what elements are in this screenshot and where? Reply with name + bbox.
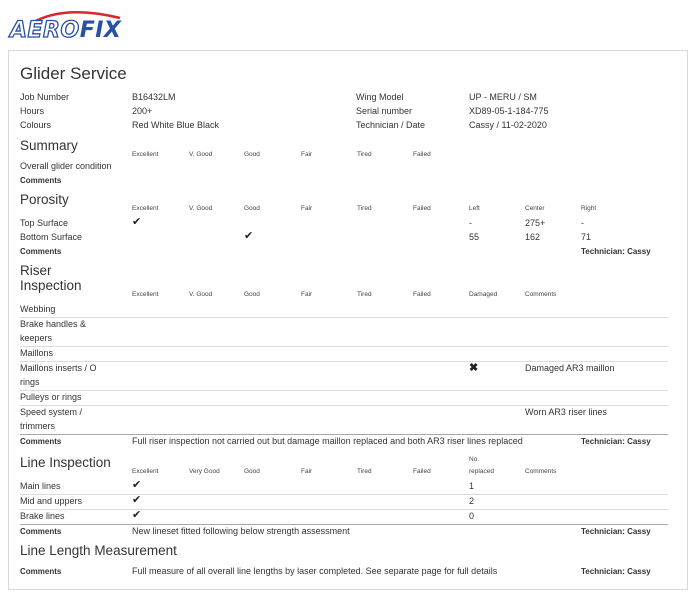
- riser-row-label: Pulleys or rings: [20, 392, 82, 402]
- col-fair: Fair: [301, 151, 313, 158]
- row-divider: [20, 390, 668, 391]
- col-excellent: Excellent: [132, 291, 159, 298]
- col-failed: Failed: [413, 291, 431, 298]
- technician-date-value: Cassy / 11-02-2020: [469, 120, 547, 130]
- riser-row-label: Webbing: [20, 304, 56, 314]
- col-tired: Tired: [357, 468, 372, 475]
- check-icon: ✔: [132, 479, 142, 491]
- col-tired: Tired: [357, 205, 372, 212]
- col-excellent: Excellent: [132, 468, 159, 475]
- measurement-comments-text: Full measure of all overall line lengths by laser completed. See separate page for full details: [132, 566, 498, 576]
- row-divider: [20, 361, 668, 362]
- measurement-comments-label: Comments: [20, 567, 62, 576]
- riser-row-comment: Worn AR3 riser lines: [525, 407, 607, 417]
- col-tired: Tired: [357, 151, 372, 158]
- lines-comments-label: Comments: [20, 527, 62, 536]
- logo-fix-text: FIX: [79, 18, 122, 43]
- row-divider: [20, 317, 668, 318]
- col-excellent: Excellent: [132, 151, 159, 158]
- logo-text: [10, 18, 121, 43]
- line-length-heading: Line Length Measurement: [20, 543, 177, 558]
- row-divider: [20, 494, 668, 495]
- serial-value: XD89-05-1-184-775: [469, 106, 549, 116]
- riser-row-label: rings: [20, 377, 40, 387]
- col-failed: Failed: [413, 151, 431, 158]
- col-good: Good: [244, 205, 260, 212]
- line-inspection-heading: Line Inspection: [20, 455, 111, 470]
- summary-heading: Summary: [20, 138, 78, 153]
- line-replaced-value: 1: [469, 481, 475, 491]
- col-vgood: V. Good: [189, 205, 213, 212]
- check-icon: ✔: [132, 509, 142, 521]
- measurement-technician: Technician: Cassy: [581, 567, 651, 576]
- col-left: Left: [469, 205, 480, 212]
- line-replaced-value: 0: [469, 511, 475, 521]
- row-divider: [20, 346, 668, 347]
- porosity-right-value: 71: [581, 232, 592, 242]
- col-comments: Comments: [525, 291, 557, 298]
- colours-value: Red White Blue Black: [132, 120, 220, 130]
- riser-row-label: keepers: [20, 333, 53, 343]
- line-row-label: Main lines: [20, 481, 61, 491]
- technician-date-label: Technician / Date: [356, 120, 426, 130]
- overall-condition-label: Overall glider condition: [20, 161, 112, 171]
- lines-comments-text: New lineset fitted following below strength assessment: [132, 526, 350, 536]
- riser-comments-label: Comments: [20, 437, 62, 446]
- check-icon: ✔: [132, 494, 142, 506]
- row-divider: [20, 405, 668, 406]
- riser-row-label: Maillons: [20, 348, 54, 358]
- row-divider: [20, 524, 668, 525]
- col-comments: Comments: [525, 468, 557, 475]
- job-number-label: Job Number: [20, 92, 70, 102]
- riser-technician: Technician: Cassy: [581, 437, 651, 446]
- colours-label: Colours: [20, 120, 52, 130]
- line-row-label: Mid and uppers: [20, 496, 83, 506]
- logo-aero-text: AERO: [10, 18, 80, 43]
- col-failed: Failed: [413, 205, 431, 212]
- hours-label: Hours: [20, 106, 45, 116]
- wing-model-label: Wing Model: [356, 92, 404, 102]
- col-excellent: Excellent: [132, 205, 159, 212]
- col-good: Good: [244, 291, 260, 298]
- col-no: No.: [469, 456, 480, 463]
- col-fair: Fair: [301, 291, 313, 298]
- porosity-left-value: -: [469, 218, 472, 228]
- porosity-row-label: Top Surface: [20, 218, 69, 228]
- porosity-technician: Technician: Cassy: [581, 247, 651, 256]
- col-vgood: V. Good: [189, 151, 213, 158]
- col-fair: Fair: [301, 205, 313, 212]
- row-divider: [20, 434, 668, 435]
- col-replaced: replaced: [469, 468, 494, 475]
- porosity-right-value: -: [581, 218, 584, 228]
- col-verygood: Very Good: [189, 468, 220, 475]
- porosity-comments-label: Comments: [20, 247, 62, 256]
- riser-heading-line2: Inspection: [20, 278, 82, 293]
- service-report-card: [8, 50, 688, 590]
- riser-row-comment: Damaged AR3 maillon: [525, 363, 615, 373]
- check-icon: ✔: [244, 230, 254, 242]
- col-center: Center: [525, 205, 545, 212]
- col-right: Right: [581, 205, 597, 212]
- porosity-left-value: 55: [469, 232, 480, 242]
- lines-technician: Technician: Cassy: [581, 527, 651, 536]
- hours-value: 200+: [132, 106, 153, 116]
- col-vgood: V. Good: [189, 291, 213, 298]
- col-failed: Failed: [413, 468, 431, 475]
- row-divider: [20, 509, 668, 510]
- cross-icon: ✖: [469, 362, 479, 374]
- job-number-value: B16432LM: [132, 92, 176, 102]
- porosity-center-value: 275+: [525, 218, 546, 228]
- col-damaged: Damaged: [469, 291, 498, 298]
- porosity-row-label: Bottom Surface: [20, 232, 83, 242]
- wing-model-value: UP - MERU / SM: [469, 92, 537, 102]
- porosity-center-value: 162: [525, 232, 541, 242]
- riser-row-label: Speed system /: [20, 407, 83, 417]
- serial-label: Serial number: [356, 106, 413, 116]
- riser-row-label: Maillons inserts / O: [20, 363, 97, 373]
- check-icon: ✔: [132, 216, 142, 228]
- summary-comments-label: Comments: [20, 176, 62, 185]
- riser-heading-line1: Riser: [20, 263, 52, 278]
- line-row-label: Brake lines: [20, 511, 65, 521]
- line-replaced-value: 2: [469, 496, 475, 506]
- aerofix-logo: [8, 10, 138, 44]
- porosity-heading: Porosity: [20, 192, 69, 207]
- col-fair: Fair: [301, 468, 313, 475]
- riser-comments-text: Full riser inspection not carried out but damage maillon replaced and both AR3 riser lines replaced: [132, 436, 523, 446]
- page-title: Glider Service: [20, 64, 127, 83]
- col-good: Good: [244, 151, 260, 158]
- col-tired: Tired: [357, 291, 372, 298]
- riser-row-label: Brake handles &: [20, 319, 87, 329]
- riser-row-label: trimmers: [20, 421, 55, 431]
- col-good: Good: [244, 468, 260, 475]
